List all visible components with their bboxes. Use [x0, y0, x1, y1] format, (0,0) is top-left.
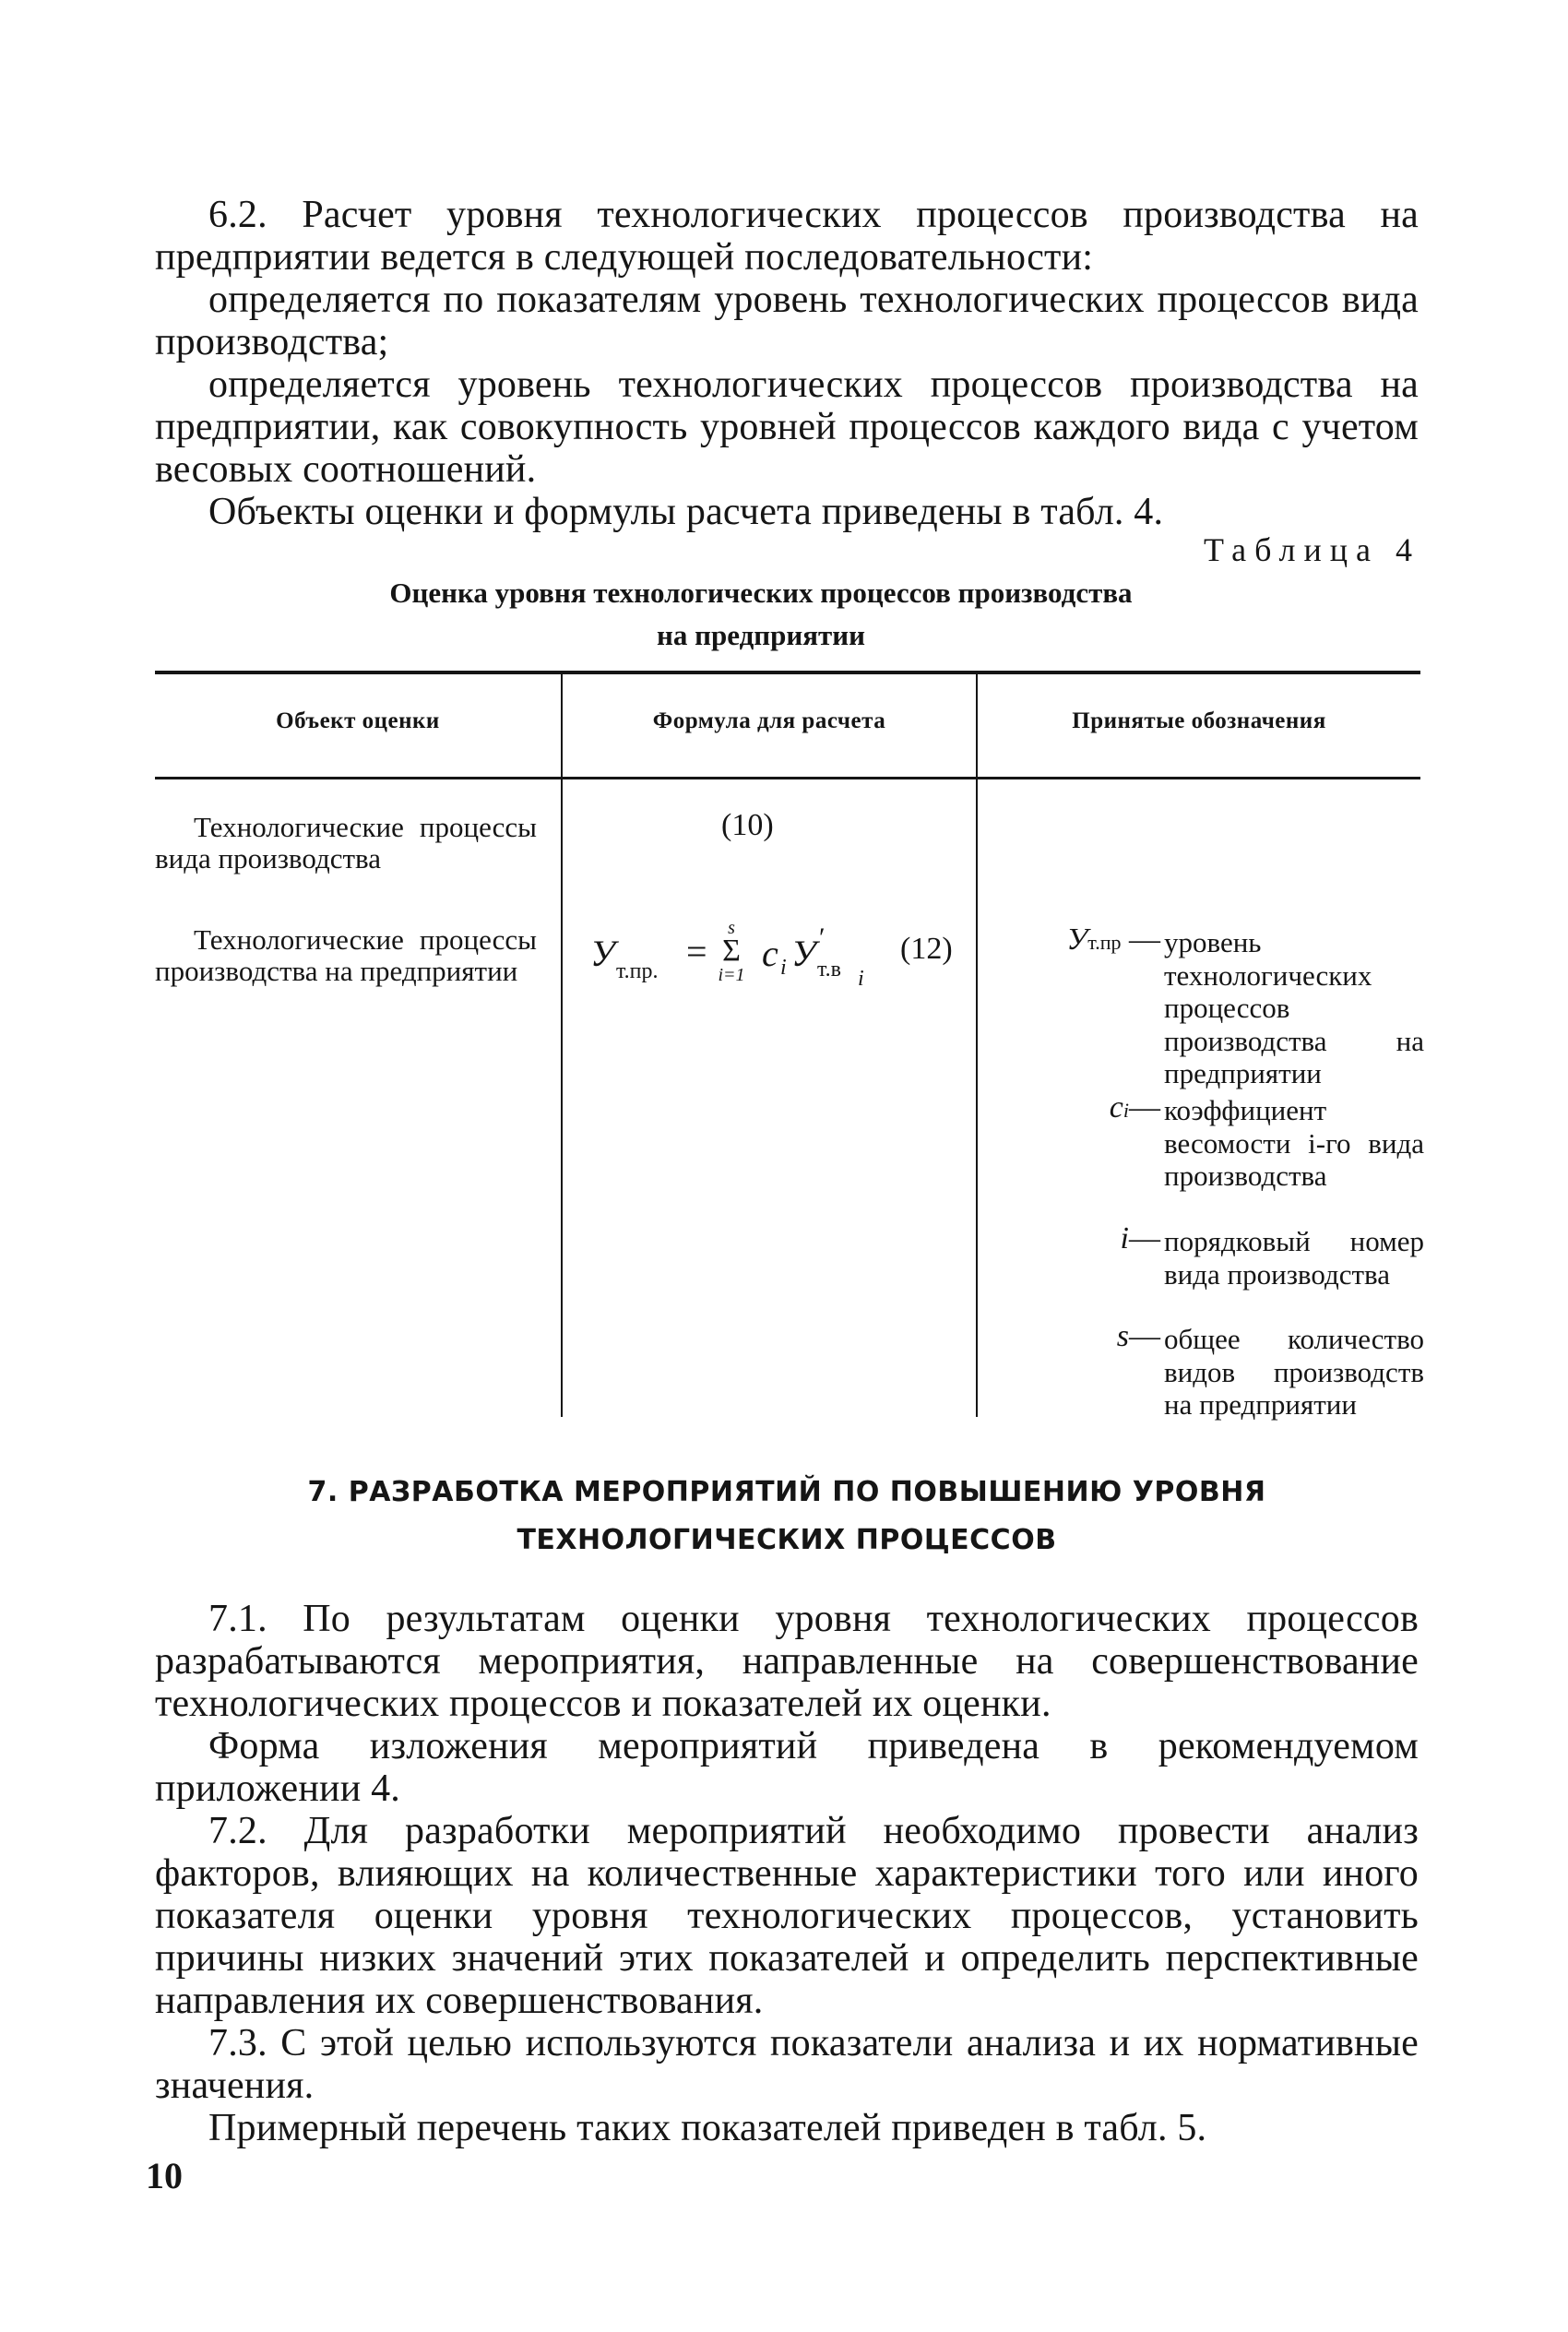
notation-3-dash: — [1129, 1221, 1160, 1255]
section-7-heading-line-2: ТЕХНОЛОГИЧЕСКИХ ПРОЦЕССОВ [517, 1524, 1057, 1556]
formula-equals: = [686, 931, 707, 972]
formula-variable-index: i [858, 967, 864, 991]
paragraph-6-2-reference: Объекты оценки и формулы расчета приведены в табл. 4. [208, 491, 1164, 533]
notation-2-symbol [1031, 1090, 1160, 1125]
notation-3-text: порядковый номер вида производства [1164, 1225, 1424, 1291]
paragraph-6-2-step-2: определяется уровень технологических процессов производства на предприятии, как совокупность уровней процессов каждого вида с учетом весовых соотношений. [155, 363, 1419, 491]
table-title [277, 572, 1245, 657]
paragraph-6-2-step-1: определяется по показателям уровень технологических процессов вида производства; [155, 279, 1419, 363]
table-row-2-formula [590, 918, 968, 1024]
table-header-rule [155, 777, 1420, 779]
table-header-notation: Принятые обозначения [1072, 708, 1326, 733]
table-column-divider-2 [976, 674, 978, 1417]
formula-coefficient-subscript: i [780, 956, 787, 980]
formula-sum-upper: s [728, 918, 735, 938]
table-row-2-object: Технологические процессы производства на предприятии [155, 923, 537, 987]
notation-1-symbol-subscript: т.пр [1087, 931, 1122, 954]
table-caption: Таблица 4 [1204, 531, 1420, 568]
formula-sigma: Σ [722, 934, 741, 968]
paragraph-7-1: 7.1. По результатам оценки уровня технологических процессов разрабатываются мероприятия, направленные на совершенствование технологических процессов и показателей их оценки. [155, 1598, 1419, 1725]
table-column-divider-1 [561, 674, 563, 1417]
table-top-rule [155, 671, 1420, 674]
notation-1-symbol [1031, 922, 1160, 958]
formula-coefficient: c [762, 933, 778, 974]
notation-4-symbol [1031, 1319, 1160, 1354]
section-7-heading [155, 1469, 1419, 1565]
formula-number: (12) [900, 932, 953, 966]
notation-4-text: общее количество видов производств на предприятии [1164, 1323, 1424, 1421]
formula-sum-lower: i=1 [718, 965, 745, 985]
notation-3-symbol-main: i [1120, 1221, 1129, 1255]
formula-variable-subscript: т.в [817, 958, 842, 982]
notation-2-text: коэффициент весомости i-го вида производства [1164, 1094, 1424, 1192]
section-7-heading-line-1: 7. РАЗРАБОТКА МЕРОПРИЯТИЙ ПО ПОВЫШЕНИЮ УРОВНЯ [307, 1476, 1266, 1508]
table-header-formula: Формула для расчета [652, 708, 886, 733]
table-title-line-1: Оценка уровня технологических процессов производства [389, 577, 1133, 609]
formula-prime: ′ [819, 922, 826, 953]
notation-2-dash: — [1129, 1090, 1160, 1124]
table-row-1-object: Технологические процессы вида производства [155, 811, 537, 874]
table-header-object: Объект оценки [276, 708, 440, 733]
notation-2-symbol-subscript: i [1123, 1099, 1129, 1122]
notation-1-dash: — [1129, 922, 1160, 957]
paragraph-7-1-form: Форма изложения мероприятий приведена в рекомендуемом приложении 4. [155, 1725, 1419, 1810]
notation-2-symbol-main: c [1109, 1090, 1123, 1124]
notation-3-symbol [1031, 1221, 1160, 1256]
notation-1-text: уровень технологических процессов производства на предприятии [1164, 926, 1424, 1089]
paragraph-6-2: 6.2. Расчет уровня технологических процессов производства на предприятии ведется в следующей последовательности: [155, 194, 1419, 279]
formula-variable: У [791, 933, 816, 974]
notation-4-dash: — [1129, 1319, 1160, 1353]
paragraph-7-3: 7.3. С этой целью используются показатели анализа и их нормативные значения. [155, 2022, 1419, 2107]
notation-4-symbol-main: s [1116, 1319, 1129, 1353]
table-row-1-formula-number: (10) [721, 808, 774, 842]
page-number: 10 [146, 2155, 183, 2196]
paragraph-7-3-list: Примерный перечень таких показателей приведен в табл. 5. [208, 2107, 1207, 2149]
table-title-line-2: на предприятии [657, 619, 865, 651]
paragraph-7-2: 7.2. Для разработки мероприятий необходимо провести анализ факторов, влияющих на количественные характеристики того или иного показателя оценки уровня технологических процессов, установить причины низких значений этих показателей и определить перспективные направления их совершенствования. [155, 1810, 1419, 2022]
formula-lhs-subscript: т.пр. [616, 959, 659, 983]
formula-lhs: У [590, 933, 615, 974]
formula-sum [708, 919, 754, 985]
notation-1-symbol-main: У [1066, 922, 1088, 957]
